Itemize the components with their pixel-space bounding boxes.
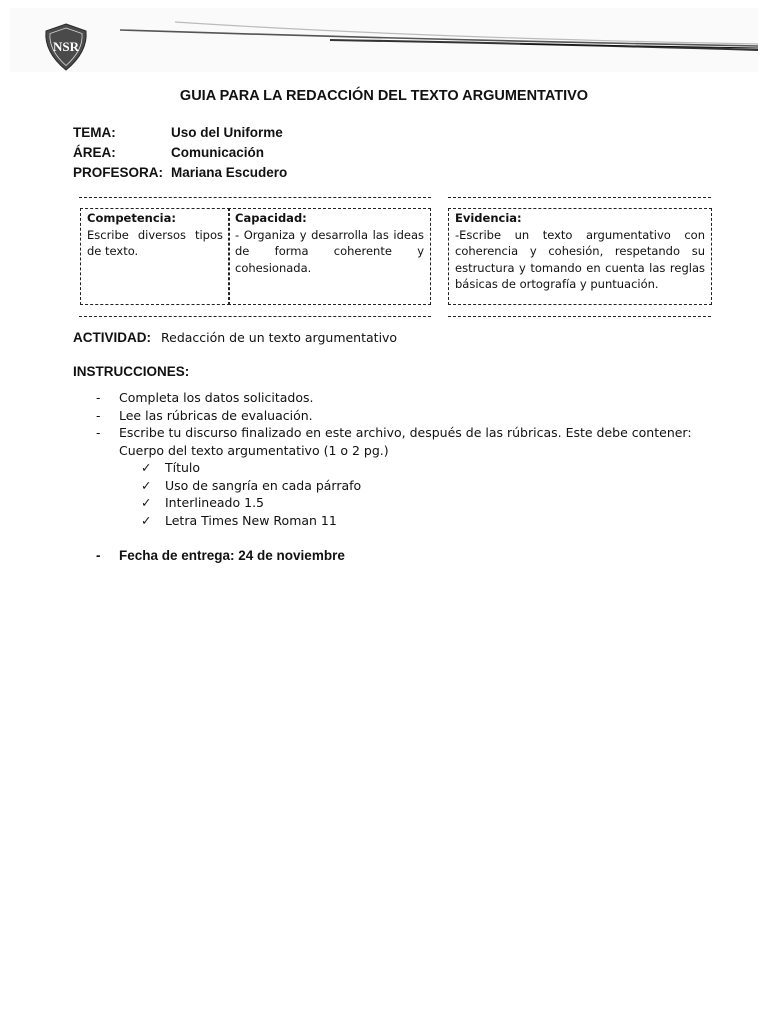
evidencia-box bbox=[448, 208, 712, 305]
checkmark-icon: ✓ bbox=[141, 477, 152, 493]
check-item bbox=[96, 512, 716, 530]
list-item-text: Escribe tu discurso finalizado en este archivo, después de las rúbricas. Este debe contener: Cuerpo del texto argumentativo (1 o 2 pg.) bbox=[119, 425, 692, 458]
meta-row-area bbox=[73, 143, 287, 163]
competencia-box bbox=[80, 208, 230, 305]
meta-row-profesora bbox=[73, 163, 287, 183]
dash-bullet: - bbox=[96, 425, 101, 440]
evidencia-title: Evidencia: bbox=[455, 211, 522, 225]
evidencia-text: -Escribe un texto argumentativo con coherencia y cohesión, respetando su estructura y tomando en cuenta las reglas básicas de ortografía y puntuación. bbox=[455, 227, 705, 291]
instructions-list bbox=[96, 389, 716, 529]
due-date-text: Fecha de entrega: 24 de noviembre bbox=[119, 548, 345, 563]
capacidad-text: - Organiza y desarrolla las ideas de forma coherente y cohesionada. bbox=[235, 227, 424, 275]
competencia-title: Competencia: bbox=[87, 211, 176, 225]
due-date bbox=[96, 548, 345, 563]
school-shield-logo-icon bbox=[42, 22, 90, 72]
document-title: GUIA PARA LA REDACCIÓN DEL TEXTO ARGUMENTATIVO bbox=[179, 88, 589, 104]
list-item bbox=[96, 407, 716, 425]
activity-text: Redacción de un texto argumentativo bbox=[161, 330, 398, 345]
list-item-text: Completa los datos solicitados. bbox=[119, 390, 314, 405]
header-swoosh-lines bbox=[0, 0, 768, 80]
check-item-text: Título bbox=[165, 460, 201, 475]
list-item bbox=[96, 389, 716, 407]
check-item bbox=[96, 494, 716, 512]
meta-label: PROFESORA: bbox=[73, 165, 164, 180]
meta-row-tema bbox=[73, 123, 287, 143]
check-item-text: Uso de sangría en cada párrafo bbox=[165, 477, 362, 493]
document-meta bbox=[73, 123, 287, 183]
check-item bbox=[96, 459, 716, 477]
activity-label: ACTIVIDAD: bbox=[73, 330, 151, 345]
activity bbox=[73, 330, 397, 345]
dash-bullet: - bbox=[96, 548, 101, 563]
checkmark-icon: ✓ bbox=[141, 460, 152, 475]
check-item bbox=[96, 477, 716, 495]
instructions-title: INSTRUCCIONES: bbox=[73, 364, 190, 379]
check-item-text: Letra Times New Roman 11 bbox=[165, 512, 337, 528]
meta-value: Mariana Escudero bbox=[171, 165, 288, 180]
dash-bullet: - bbox=[96, 390, 101, 405]
dash-bullet: - bbox=[96, 407, 101, 423]
checkmark-icon: ✓ bbox=[141, 495, 152, 510]
meta-value: Comunicación bbox=[171, 145, 265, 160]
capacidad-title: Capacidad: bbox=[235, 211, 307, 225]
checkmark-icon: ✓ bbox=[141, 512, 152, 528]
list-item bbox=[96, 424, 716, 459]
list-item-text: Lee las rúbricas de evaluación. bbox=[119, 407, 313, 423]
meta-value: Uso del Uniforme bbox=[171, 125, 283, 140]
competencia-text: Escribe diversos tipos de texto. bbox=[87, 227, 223, 258]
meta-label: TEMA: bbox=[73, 125, 116, 140]
logo-text: NSR bbox=[52, 39, 80, 54]
capacidad-box bbox=[228, 208, 431, 305]
meta-label: ÁREA: bbox=[73, 145, 116, 160]
check-item-text: Interlineado 1.5 bbox=[165, 495, 264, 510]
